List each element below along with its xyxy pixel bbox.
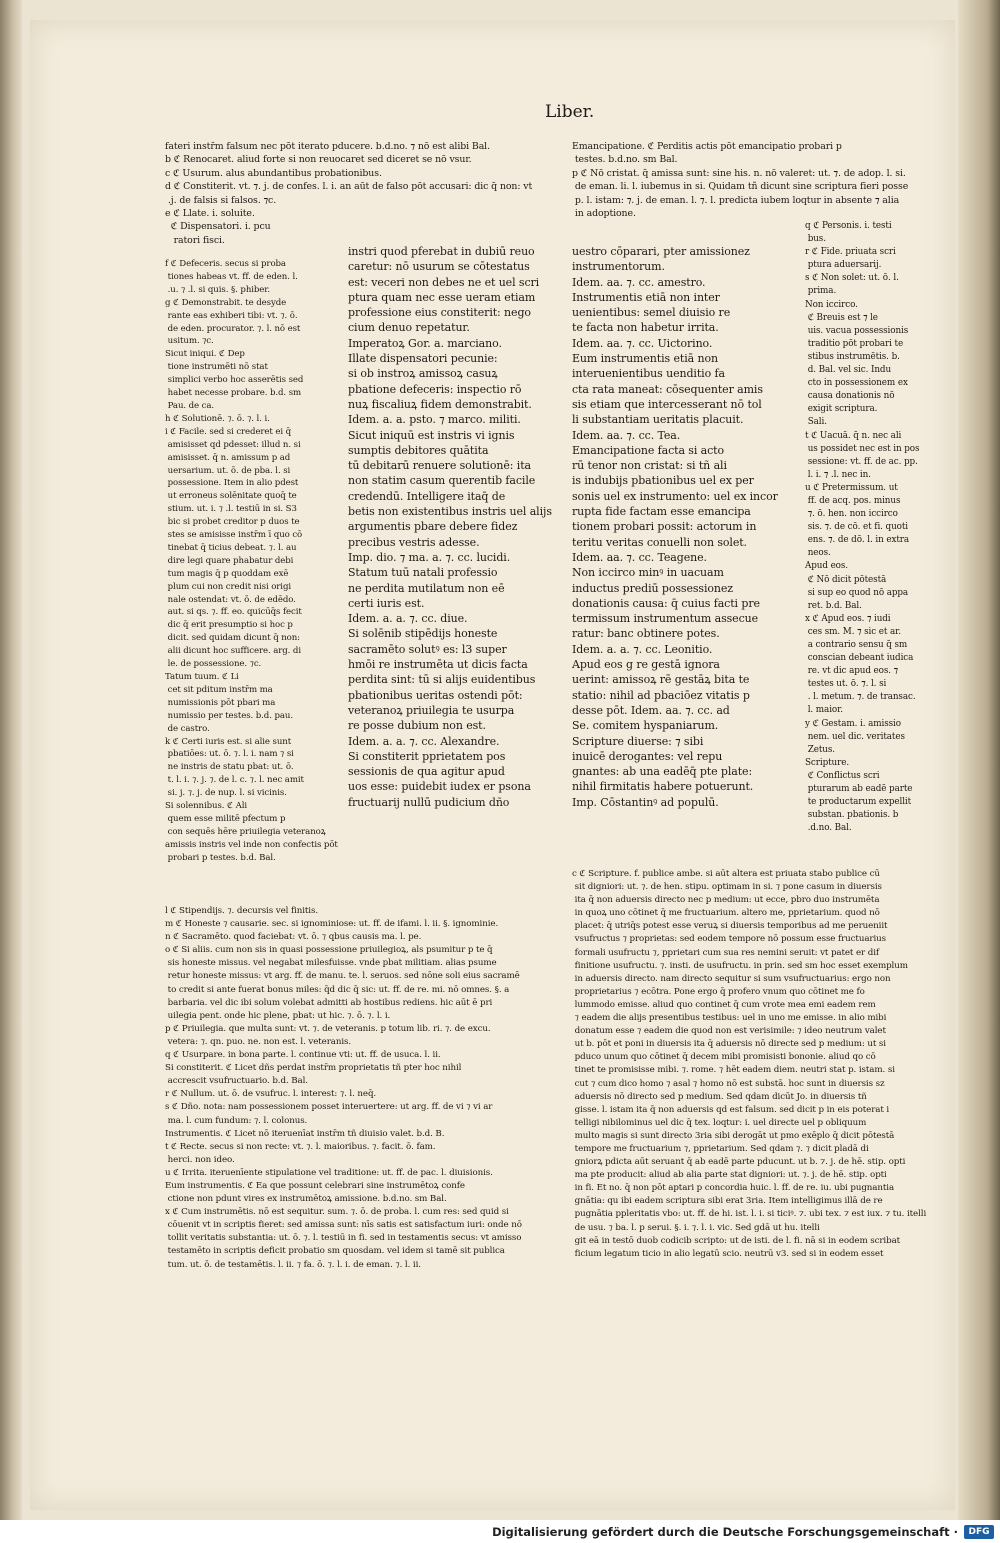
gloss-top-right: Emancipatione. ℭ Perditis actis pōt emancipatio probari p testes. b.d.no. sm Bal. p ℭ Nō cristat. q̄ amissa sunt: sine his. n. nō valeret: ut. ⁊. de adop. l. si. de eman. li. l. iubemus in si. Quidam tñ dicunt sine scriptura fieri posse p. l. istam: ⁊. j. de eman. l. ⁊. l. predicta iubem loqtur in absente ⁊ alia in adoptione. bbox=[572, 141, 909, 220]
gloss-top-left: fateri instr̄m falsum nec pōt iterato pducere. b.d.no. ⁊ nō est alibi Bal. b ℭ Renocaret. aliud forte si non reuocaret sed diceret se nō vsur. c ℭ Usurum. alus abundantibus probationibus. d ℭ Constiterit. vt. ⁊. j. de confes. l. i. an aūt de falso pōt accusari: dic q̄ non: vt .j. de falsis si falsos. ⁊c. e ℭ Llate. i. soluite. ℭ Dispensatori. i. pcu ratori fisci. bbox=[165, 141, 533, 246]
footer-bar bbox=[0, 1520, 1000, 1543]
text-column-1: instri quod pferebat in dubiū reuo caretur: nō usurum se cōtestatus est: veceri non debes ne et uel scri ptura quam nec esse ueram etiam professione eius constiterit: nego cium denuo repetatur. Imperatoꝝ Gor. a. marciano. Illate dispensatori pecunie: si ob instroꝝ amissoꝝ casuꝝ pbatione defeceris: inspectio rō nuꝝ fiscaliuꝝ fidem demonstrabit. Idem. a. a. psto. ⁊ marco. militi. Sicut iniquū est instris vi ignis sumptis debitores quātita tū debitarū renuere solutionē: ita non statim casum querentib facile credendū. Intelligere itaq̄ de betis non existentibus instris uel alijs argumentis pbare debere fidez precibus vestris adesse. Imp. dio. ⁊ ma. a. ⁊. cc. lucidi. Statum tuū natali professio ne perdita mutilatum non eē certi iuris est. Idem. a. a. ⁊. cc. diue. Si solēnib stipēdijs honeste sacramēto solutꝰ es: l3 super hmōi re instrumēta ut dicis facta perdita sint: tū si alijs euidentibus pbationibus ueritas ostendi pōt: veteranoꝝ priuilegia te usurpa re posse dubium non est. Idem. a. a. ⁊. cc. Alexandre. Si constiterit pprietatem pos sessionis de qua agitur apud uos esse: puidebit iudex er psona fructuarij nullū pudicium dño bbox=[348, 245, 552, 809]
gloss-bottom-right: c ℭ Scripture. f. publice ambe. si aūt altera est priuata stabo publice cū sit digniori: ut. ⁊. de hen. stipu. optimam in si. ⁊ pone casum in diuersis ita q̄ non aduersis directo nec p medium: ut ecce, pbro duo instrumēta in quoꝝ uno cōtinet q̄ me fructuarium. altero me, pprietarium. quod nō placet: q̄ utriq̄s potest esse veruꝝ si diuersis temporibus ad me perueniit vsufructus ⁊ proprietas: sed eodem tempore nō possum esse fructuarius formali usufructu ⁊, pprietari cum sua res nemini seruit: vt patet er dif finitione usufructu. ⁊. insti. de usufructu. in prin. sed sm hoc esset exemplum in aduersis directo. nam directo sequitur si sum vsufructuarius: ergo non proprietarius ⁊ ecōtra. Pone ergo q̄ profero vnum quo cōtinet me fo lummodo emisse. aliud quo continet q̄ cum vrote mea emi eadem rem ⁊ eadem die alijs presentibus testibus: uel in uno me emisse. in alio mibi donatum esse ⁊ eadem die quod non est verisimile: ⁊ ideo neutrum valet ut b. pōt et poni in diuersis ita q̄ aduersis nō directe sed p medium: ut si pduco unum quo cōtinet q̄ decem mibi promisisti bononie. aliud qo cō tinet te promisisse mibi. ⁊. rome. ⁊ hēt eadem diem. neutri stat p. istam. si cut ⁊ cum dico homo ⁊ asal ⁊ homo nō est substā. hoc sunt in diuersis sz aduersis nō directo sed p medium. Sed qdam dicūt Jo. in diuersis tñ gisse. l. istam ita q̄ non aduersis qd est falsum. sed dicit p in eis poterat i telligi nibilominus uel dic q̄ tex. loqtur: i. uel directe uel p obliquum multo magis si sunt directo 3ria sibi derogāt ut pmo exēplo q̄ dicit pōtestā tempore me fructuarium ⁊, pprietarium. Sed qdam ⁊. ⁊ dicit pladā di gniorꝝ pdicta aūt seruant q̄ ab eadē parte pducunt. ut b. ⁊. j. de hē. stip. opti ma pte producit: aliud ab alia parte stat digniori: ut. ⁊. j. de hē. stip. opti in fi. Et no. q̄ non pōt aptari p concordia huic. l. ff. de re. iu. ubi pugnantia gnātia: qu ibi eadem scriptura sibi erat 3ria. Item intelligimus illā de re pugnātia ppleritatis vbo: ut. ff. de hi. ist. l. i. si ticiꝰ. ⁊. ubi tex. ⁊ est iux. ⁊ tu. itelli de usu. ⁊ ba. l. p serui. §. i. ⁊. l. i. vic. Sed gdā ut hu. itelli git eā in testō duob codicib scripto: ut de isti. de l. fi. nā si in eodem scribat ficium legatum ticio in alio legatū scio. neutrū v3. sed si in eodem esset bbox=[572, 869, 927, 1259]
gloss-bottom-left: l ℭ Stipendijs. ⁊. decursis vel finitis. m ℭ Honeste ⁊ causarie. sec. si ignominiose: ut. ff. de ifami. l. ii. §. ignominie. n ℭ Sacramēto. quod faciebat: vt. ō. ⁊ qbus causis ma. l. pe. o ℭ Si aliis. cum non sis in quasi possessione priuilegioꝝ, als psumitur p te q̄ sis honeste missus. vel negabat milesfuisse. vnde pbat militiam. alias psume retur honeste missus: vt arg. ff. de manu. te. l. seruos. sed nōne soli eius sacramē to credit si ante fuerat bonus miles: q̄d dic q̄ sic: ut. ff. de re. mi. nō omnes. §. a barbaria. vel dic ibi solum volebat admitti ab hostibus rediens. hic aūt ē pri uilegia pent. onde hic plene, pbat: ut hic. ⁊. ō. ⁊. l. i. p ℭ Priuilegia. que multa sunt: vt. ⁊. de veteranis. p totum lib. ri. ⁊. de excu. vetera: ⁊. qn. puo. ne. non est. l. veteranis. q ℭ Usurpare. in bona parte. l. continue vti: ut. ff. de usuca. l. ii. Si constiterit. ℭ Licet dñs perdat instr̄m proprietatis tñ pter hoc nihil accrescit vsufructuario. b.d. Bal. r ℭ Nullum. ut. ō. de vsufruc. l. interest: ⁊. l. neq̄. s ℭ Dño. nota: nam possessionem posset interuertere: ut arg. ff. de vi ⁊ vi ar ma. l. cum fundum: ⁊. l. colonus. Instrumentis. ℭ Licet nō iteruenīat instr̄m tñ diuisio valet. b.d. B. t ℭ Recte. secus si non recte: vt. ⁊. l. maioribus. ⁊. facit. ō. fam. herci. non ideo. u ℭ Irrita. iteruenīente stipulatione vel traditione: ut. ff. de pac. l. diuisionis. Eum instrumentis. ℭ Ea que possunt celebrari sine instrumētoꝝ confe ctione non pdunt vires ex instrumētoꝝ amissione. b.d.no. sm Bal. x ℭ Cum instrumētis. nō est sequitur. sum. ⁊. ō. de proba. l. cum res: sed quid si cōuenit vt in scriptis fieret: sed amissa sunt: nīs satis est satisfactum iuri: onde nō tollit veritatis substantia: ut. ō. ⁊. l. testiū in fi. sed in testamentis secus: vt amisso testamēto in scriptis deficit probatio sm quosdam. vel idem si tamē sit publica tum. ut. ō. de testamētis. l. ii. ⁊ fa. ō. ⁊. l. i. de eman. ⁊. l. ii. bbox=[165, 906, 522, 1270]
running-title: Liber. bbox=[545, 102, 595, 122]
book-spine-edge bbox=[0, 0, 22, 1520]
dfg-logo: DFG bbox=[964, 1525, 994, 1539]
gloss-left-column: f ℭ Defeceris. secus si proba tiones habeas vt. ff. de eden. l. .u. ⁊ .l. si quis. §. phiber. g ℭ Demonstrabit. te desyde rante eas exhiberi tibi: vt. ⁊. ō. de eden. procurator. ⁊. l. nō est usitum. ⁊c. Sicut iniqui. ℭ Dep tione instrumēti nō stat simplici verbo hoc asserētis sed habet necesse probare. b.d. sm Pau. de ca. h ℭ Solutionē. ⁊. ō. ⁊. l. i. i ℭ Facile. sed si crederet ei q̄ amisisset qd pdesset: illud n. si amisisset. q̄ n. amissum p ad uersarium. ut. ō. de pba. l. si possessione. Item in alio pdest ut erroneus solēnitate quoq̄ te stium. ut. i. ⁊ .l. testiū in si. S3 bic si probet creditor p duos te stes se amisisse instr̄m ī quo cō tinebat q̄ ticius debeat. ⁊. l. au dire legi quare phabatur debi tum magis q̄ p quoddam exē plum cui non credit nisi origi nale ostendat: vt. ō. de edēdo. aut. si qs. ⁊. ff. eo. quicūq̄s fecit dic q̄ erit presumptio si hoc p dicit. sed quidam dicunt q̄ non: alii dicunt hoc sufficere. arg. di le. de possessione. ⁊c. Tatum tuum. ℭ Li cet sit pditum instr̄m ma numissionis pōt pbari ma numissio per testes. b.d. pau. de castro. k ℭ Certi iuris est. si alie sunt pbatiōes: ut. ō. ⁊. l. i. nam ⁊ si ne instris de statu pbat: ut. ō. t. l. i. ⁊. j. ⁊. de l. c. ⁊. l. nec amit si. j. ⁊. j. de nup. l. si vicinis. Si solennibus. ℭ Ali quem esse militē pfectum p con sequēs hēre priuilegia veteranoꝝ amissis instris vel inde non confectis pōt probari p testes. b.d. Bal. bbox=[165, 259, 338, 863]
text-column-2: uestro cōparari, pter amissionez instrumentorum. Idem. aa. ⁊. cc. amestro. Instrumentis etiā non inter uenientibus: semel diuisio re te facta non habetur irrita. Idem. aa. ⁊. cc. Uictorino. Eum instrumentis etiā non interuenientibus uenditio fa cta rata maneat: cōsequenter amis sis etiam que intercesserant nō tol li substantiam ueritatis placuit. Idem. aa. ⁊. cc. Tea. Emancipatione facta si acto rū tenor non cristat: si tñ ali is indubijs pbationibus uel ex per sonis uel ex instrumento: uel ex incor rupta fide factam esse emancipa tionem probari possit: actorum in teritu veritas conuelli non solet. Idem. aa. ⁊. cc. Teagene. Non iccirco minꝰ in uacuam inductus prediū possessionez donationis causa: q̄ cuius facti pre termissum instrumentum assecue ratur: banc obtinere potes. Idem. a. a. ⁊. cc. Leonitio. Apud eos g re gestā ignora uerint: amissoꝝ rē gestāꝝ bita te statio: nihil ad pbaciōez vitatis p desse pōt. Idem. aa. ⁊. cc. ad Se. comitem hyspaniarum. Scripture diuerse: ⁊ sibi inuicē derogantes: vel repu gnantes: ab una eadēq̄ pte plate: nihil firmitatis habere potuerunt. Imp. Cōstantinꝰ ad populū. bbox=[572, 245, 778, 809]
footer-credit: Digitalisierung gefördert durch die Deutsche Forschungsgemeinschaft · bbox=[492, 1524, 958, 1539]
gloss-right-column: q ℭ Personis. i. testi bus. r ℭ Fide. priuata scri ptura aduersarij. s ℭ Non solet: ut. ō. l. prima. Non iccirco. ℭ Breuis est ⁊ le uis. vacua possessionis traditio pōt probari te stibus instrumētis. b. d. Bal. vel sic. Indu cto in possessionem ex causa donationis nō exigit scriptura. Sali. t ℭ Uacuā. q̄ n. nec ali us possidet nec est in pos sessione: vt. ff. de ac. pp. l. i. ⁊ .l. nec in. u ℭ Pretermissum. ut ff. de acq. pos. minus ⁊. ō. hen. non iccirco sis. ⁊. de cō. et fi. quoti ens. ⁊. de dō. l. in extra neos. Apud eos. ℭ Nō dicit pōtestā si sup eo quod nō appa ret. b.d. Bal. x ℭ Apud eos. ⁊ iudi ces sm. M. ⁊ sic et ar. a contrario sensu q̄ sm conscian debeant iudica re. vt dic apud eos. ⁊ testes ut. ō. ⁊. l. si . l. metum. ⁊. de transac. l. maior. y ℭ Gestam. i. amissio nem. uel dic. veritates Zetus. Scripture. ℭ Conflictus scri pturarum ab eadē parte te productarum expellit substan. pbationis. b .d.no. Bal. bbox=[805, 221, 920, 834]
next-page-edge bbox=[958, 0, 1000, 1520]
